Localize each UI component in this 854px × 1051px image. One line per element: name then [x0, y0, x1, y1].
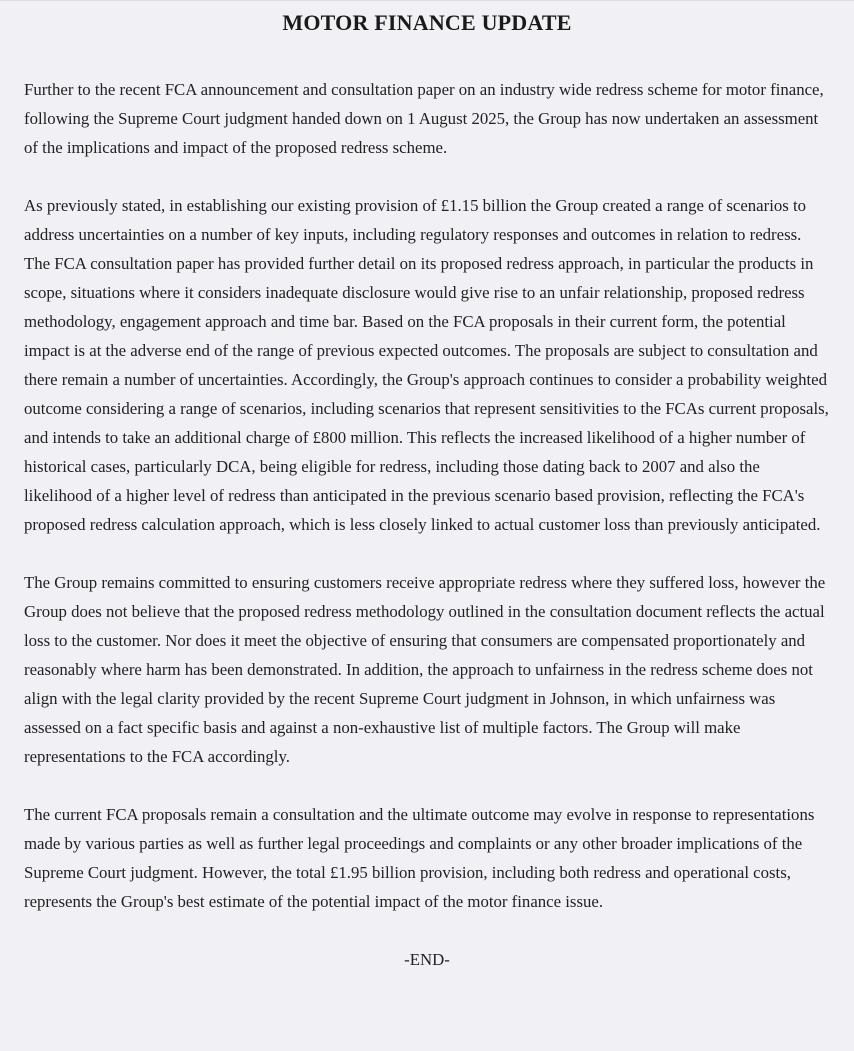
paragraph-outcome-estimate: The current FCA proposals remain a consultation and the ultimate outcome may evolve in response to representations made by various parties as well as further legal proceedings and complaints or any other broader implications of the Supreme Court judgment. However, the total £1.95 billion provision, including both redress and operational costs, represents the Group's best estimate of the potential impact of the motor finance issue. — [24, 805, 815, 911]
page-title: MOTOR FINANCE UPDATE — [282, 10, 572, 35]
paragraph-fca-announcement: Further to the recent FCA announcement and consultation paper on an industry wide redress scheme for motor finance, following the Supreme Court judgment handed down on 1 August 2025, the Group has now undertaken an assessment of the implications and impact of the proposed redress scheme. — [24, 80, 824, 157]
paragraph-provision-charge: As previously stated, in establishing our existing provision of £1.15 billion the Group created a range of scenarios to address uncertainties on a number of key inputs, including regulatory responses and outcomes in relation to redress. The FCA consultation paper has provided further detail on its proposed redress approach, in particular the products in scope, situations where it considers inadequate disclosure would give rise to an unfair relationship, proposed redress methodology, engagement approach and time bar. Based on the FCA proposals in their current form, the potential impact is at the adverse end of the range of previous expected outcomes. The proposals are subject to consultation and there remain a number of uncertainties. Accordingly, the Group's approach continues to consider a probability weighted outcome considering a range of scenarios, including scenarios that represent sensitivities to the FCAs current proposals, and intends to take an additional charge of £800 million. This reflects the increased likelihood of a higher number of historical cases, particularly DCA, being eligible for redress, including those dating back to 2007 and also the likelihood of a higher level of redress than anticipated in the previous scenario based provision, reflecting the FCA's proposed redress calculation approach, which is less closely linked to actual customer loss than previously anticipated. — [24, 196, 829, 534]
paragraph-group-position: The Group remains committed to ensuring customers receive appropriate redress where they suffered loss, however the Group does not believe that the proposed redress methodology outlined in the consultation document reflects the actual loss to the customer. Nor does it meet the objective of ensuring that consumers are compensated proportionately and reasonably where harm has been demonstrated. In addition, the approach to unfairness in the redress scheme does not align with the legal clarity provided by the recent Supreme Court judgment in Johnson, in which unfairness was assessed on a fact specific basis and against a non-exhaustive list of multiple factors. The Group will make representations to the FCA accordingly. — [24, 573, 826, 766]
end-marker: -END- — [404, 950, 450, 969]
